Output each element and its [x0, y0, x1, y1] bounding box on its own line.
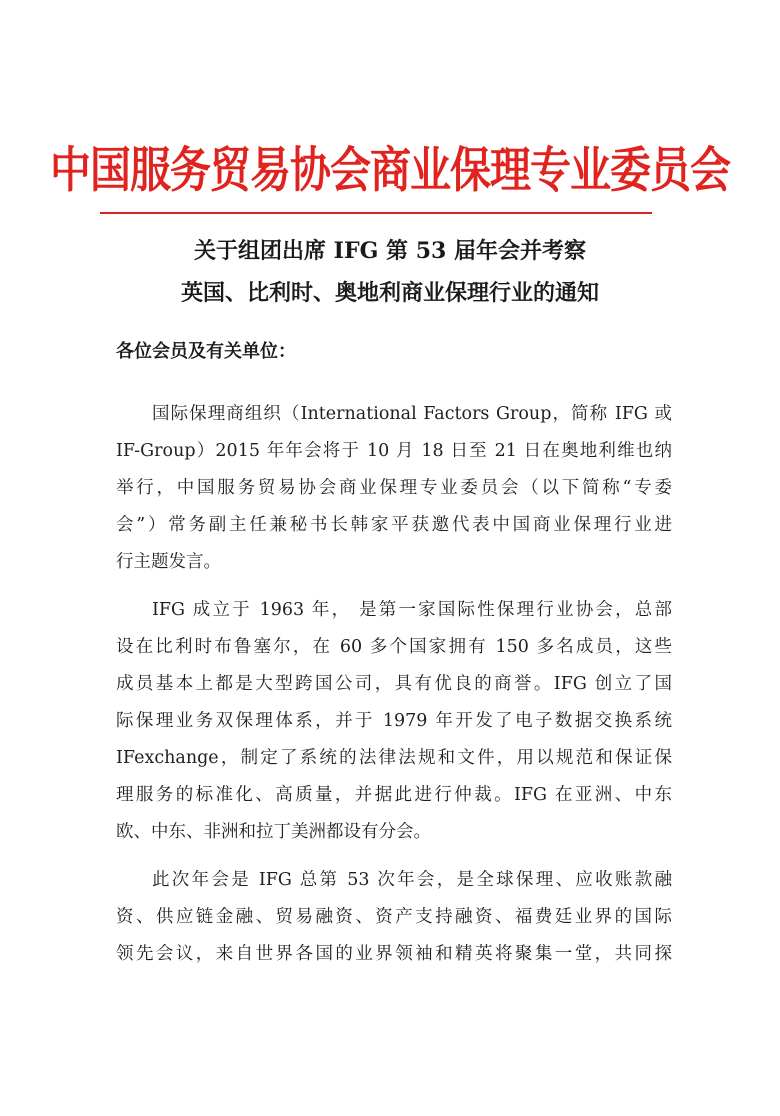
paragraph-line: 欧、中东、非洲和拉丁美洲都设有分会。	[116, 822, 431, 842]
paragraph-line: 设在比利时布鲁塞尔，在 60 多个国家拥有 150 多名成员，这些	[116, 637, 672, 657]
paragraph-line: 会”）常务副主任兼秘书长韩家平获邀代表中国商业保理行业进	[116, 515, 672, 535]
letterhead-red-rule	[100, 212, 652, 214]
paragraph-53rd-meeting	[116, 862, 672, 973]
paragraph-line: 国际保理商组织（International Factors Group，简称 IFG 或	[152, 404, 672, 424]
paragraph-line: 际保理业务双保理体系，并于 1979 年开发了电子数据交换系统	[116, 711, 672, 731]
notice-title-line-2: 英国、比利时、奥地利商业保理行业的通知	[180, 280, 599, 306]
letterhead-title: 中国服务贸易协会商业保理专业委员会	[50, 141, 730, 199]
paragraph-ifg-annual-meeting	[116, 396, 672, 581]
paragraph-line: 领先会议，来自世界各国的业界领袖和精英将聚集一堂，共同探	[116, 944, 672, 964]
paragraph-line: 举行，中国服务贸易协会商业保理专业委员会（以下简称“专委	[116, 478, 672, 498]
paragraph-line: IF-Group）2015 年年会将于 10 月 18 日至 21 日在奥地利维也纳	[116, 441, 672, 461]
paragraph-line: IFG 成立于 1963 年， 是第一家国际性保理行业协会，总部	[152, 600, 672, 620]
paragraph-line: 理服务的标准化、高质量，并据此进行仲裁。IFG 在亚洲、中东	[116, 785, 672, 805]
paragraph-line: IFexchange，制定了系统的法律法规和文件，用以规范和保证保	[116, 748, 672, 768]
paragraph-line: 资、供应链金融、贸易融资、资产支持融资、福费廷业界的国际	[116, 907, 672, 927]
paragraph-ifg-background	[116, 592, 672, 851]
paragraph-line: 成员基本上都是大型跨国公司，具有优良的商誉。IFG 创立了国	[116, 674, 672, 694]
paragraph-line: 行主题发言。	[116, 552, 221, 572]
notice-title-line-1: 关于组团出席 IFG 第 53 届年会并考察	[194, 238, 586, 264]
paragraph-line: 此次年会是 IFG 总第 53 次年会，是全球保理、应收账款融	[152, 870, 672, 890]
salutation: 各位会员及有关单位：	[116, 341, 296, 362]
